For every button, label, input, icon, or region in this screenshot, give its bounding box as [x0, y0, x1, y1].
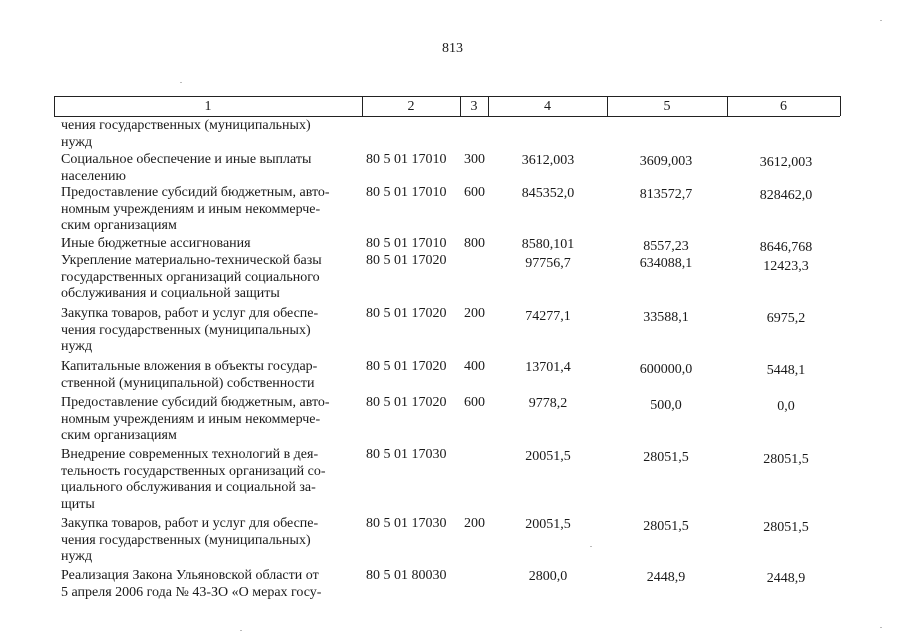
row-value-6: 8646,768	[759, 240, 813, 255]
row-value-4: 74277,1	[525, 309, 571, 324]
row-value-6: 6975,2	[766, 311, 806, 326]
header-col-3: 3	[470, 99, 478, 114]
scan-speck	[240, 630, 242, 631]
row-description: Закупка товаров, работ и услуг для обеспе- чения государственных (муниципальных) нужд	[61, 516, 319, 564]
header-col-4: 4	[544, 99, 551, 114]
row-description: Реализация Закона Ульяновской области от 5 апреля 2006 года № 43-ЗО «О мерах госу-	[61, 568, 322, 600]
header-col-5: 5	[663, 99, 671, 114]
row-code: 80 5 01 17030	[366, 516, 447, 531]
row-value-5: 500,0	[650, 398, 682, 413]
header-top-border	[54, 96, 840, 97]
row-description: чения государственных (муниципальных) нужд	[61, 118, 311, 150]
row-value-4: 2800,0	[528, 569, 568, 584]
row-description: Закупка товаров, работ и услуг для обеспе- чения государственных (муниципальных) нужд	[61, 306, 319, 354]
scan-speck	[180, 82, 182, 83]
header-col-1: 1	[204, 99, 212, 114]
row-description: Предоставление субсидий бюджетным, авто- номным учреждениям и иным некоммерче- ским организациям	[61, 395, 330, 443]
row-description: Капитальные вложения в объекты государ- ственной (муниципальной) собственности	[61, 359, 318, 391]
row-code: 80 5 01 17010	[366, 152, 447, 167]
row-code: 80 5 01 17020	[366, 253, 447, 268]
row-expense-type: 800	[464, 236, 485, 251]
row-value-4: 97756,7	[525, 256, 571, 271]
header-bottom-border	[54, 116, 840, 117]
row-expense-type: 200	[464, 516, 485, 531]
row-value-5: 2448,9	[646, 570, 686, 585]
row-expense-type: 600	[464, 395, 485, 410]
row-value-4: 13701,4	[525, 360, 571, 375]
row-description: Социальное обеспечение и иные выплаты населению	[61, 152, 312, 184]
row-value-6: 3612,003	[759, 155, 813, 170]
row-expense-type: 200	[464, 306, 485, 321]
row-expense-type: 300	[464, 152, 485, 167]
row-value-6: 2448,9	[766, 571, 806, 586]
row-value-4: 20051,5	[525, 517, 571, 532]
page-number: 813	[442, 41, 463, 56]
row-description: Иные бюджетные ассигнования	[61, 236, 251, 251]
scan-speck	[590, 546, 592, 547]
row-value-6: 28051,5	[763, 520, 809, 535]
row-value-6: 828462,0	[759, 188, 813, 203]
row-value-5: 813572,7	[639, 187, 693, 202]
row-description: Предоставление субсидий бюджетным, авто- номным учреждениям и иным некоммерче- ским организациям	[61, 185, 330, 233]
header-divider	[840, 96, 841, 116]
row-value-5: 634088,1	[639, 256, 693, 271]
row-value-5: 8557,23	[643, 239, 689, 254]
scan-speck	[880, 627, 882, 628]
row-code: 80 5 01 17010	[366, 185, 447, 200]
row-value-4: 3612,003	[521, 153, 575, 168]
row-expense-type: 600	[464, 185, 485, 200]
row-code: 80 5 01 17010	[366, 236, 447, 251]
row-value-5: 600000,0	[639, 362, 693, 377]
row-value-6: 28051,5	[763, 452, 809, 467]
row-value-5: 28051,5	[643, 450, 689, 465]
row-value-5: 33588,1	[643, 310, 689, 325]
row-value-4: 8580,101	[521, 237, 575, 252]
row-value-4: 845352,0	[521, 186, 575, 201]
row-code: 80 5 01 80030	[366, 568, 447, 583]
row-expense-type: 400	[464, 359, 485, 374]
row-description: Укрепление материально-технической базы государственных организаций социального обслуживания и социальной защиты	[61, 253, 322, 301]
row-code: 80 5 01 17030	[366, 447, 447, 462]
header-col-2: 2	[407, 99, 415, 114]
row-value-5: 3609,003	[639, 154, 693, 169]
row-description: Внедрение современных технологий в дея- тельность государственных организаций со- циального обслуживания и социальной за- щиты	[61, 447, 326, 512]
row-value-4: 9778,2	[528, 396, 568, 411]
row-code: 80 5 01 17020	[366, 359, 447, 374]
row-code: 80 5 01 17020	[366, 306, 447, 321]
row-value-6: 0,0	[777, 399, 795, 414]
row-value-6: 5448,1	[766, 363, 806, 378]
row-value-5: 28051,5	[643, 519, 689, 534]
header-col-6: 6	[780, 99, 787, 114]
row-value-4: 20051,5	[525, 449, 571, 464]
row-code: 80 5 01 17020	[366, 395, 447, 410]
row-value-6: 12423,3	[763, 259, 809, 274]
scan-speck	[880, 20, 882, 21]
